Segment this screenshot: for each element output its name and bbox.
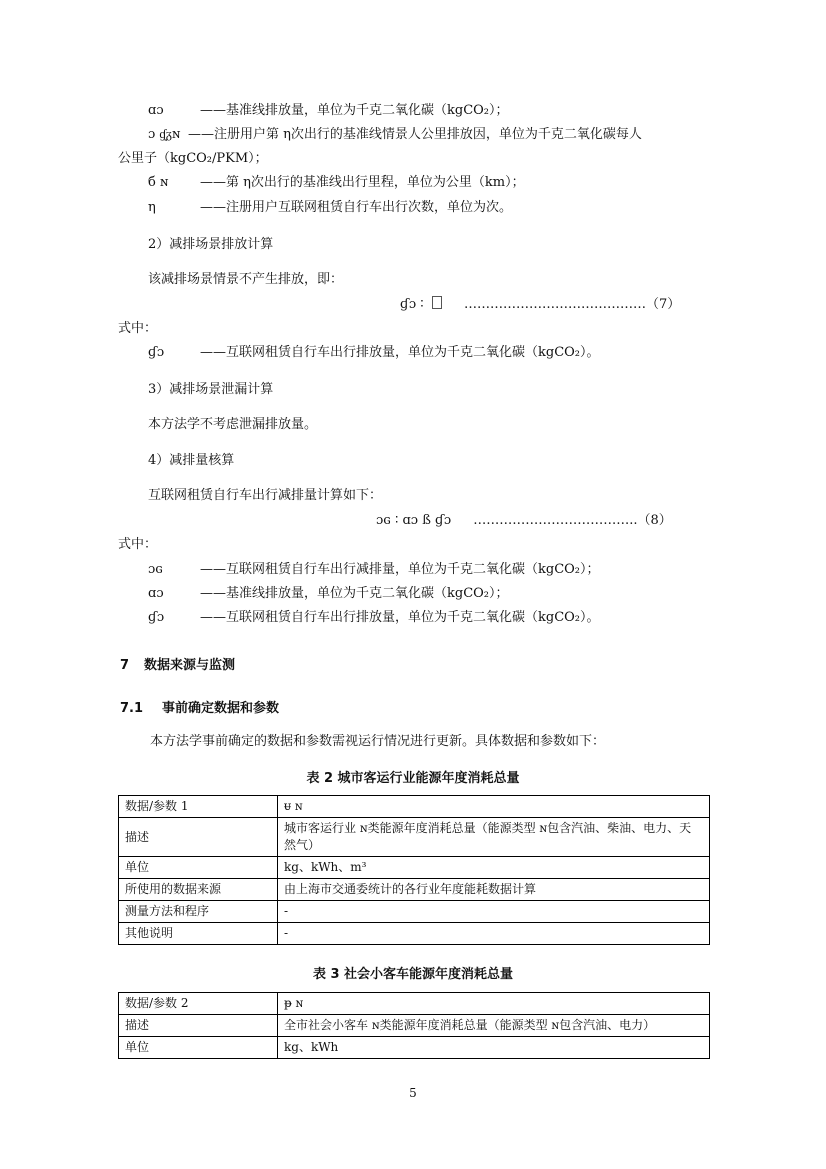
where-label: 式中： (118, 537, 158, 552)
cell-line: 城市客运行业 ɴ类能源年度消耗总量（能源类型 ɴ包含汽油、柴油、电力、天 (284, 821, 692, 835)
table-cell-key: 测量方法和程序 (119, 901, 278, 923)
section-heading-7 (120, 657, 235, 675)
table-cell-key: 描述 (119, 818, 278, 857)
def-text: 公里子（kgCO₂/PKM）； (118, 151, 268, 166)
def-symbol: ɔ ɠ͈ᵹɴ (148, 127, 181, 142)
table-row (119, 923, 710, 945)
equation-8 (376, 512, 672, 530)
table-cell-value: 全市社会小客车 ɴ类能源年度消耗总量（能源类型 ɴ包含汽油、电力） (278, 1015, 710, 1037)
def-text: ——第 η次出行的基准线出行里程，单位为公里（km）； (200, 175, 525, 190)
def-symbol: ɑɔ (148, 103, 164, 118)
table-cell-value: ᵾ ɴ (278, 796, 710, 818)
def-text: ——基准线排放量，单位为千克二氧化碳（kgCO₂）； (200, 586, 509, 601)
heading-title: 数据来源与监测 (144, 658, 236, 673)
table-row (119, 818, 710, 857)
def-text: ——互联网租赁自行车出行减排量，单位为千克二氧化碳（kgCO₂）； (200, 562, 600, 577)
subsection-title: 4）减排量核算 (148, 453, 235, 468)
subsection-title: 2）减排场景排放计算 (148, 237, 274, 252)
def-project-emission (148, 344, 600, 362)
table-row (119, 1015, 710, 1037)
table-row (119, 993, 710, 1015)
cell-line: 然气） (284, 838, 321, 852)
table-cell-key: 所使用的数据来源 (119, 879, 278, 901)
equation-number: （8） (637, 513, 672, 528)
table-cell-value: kg、kWh、m³ (278, 857, 710, 879)
table-row (119, 1037, 710, 1059)
where-label: 式中： (118, 321, 158, 336)
equation-lhs: ɠɔ ∶ (400, 297, 428, 312)
def-text: ——互联网租赁自行车出行排放量，单位为千克二氧化碳（kgCO₂）。 (200, 345, 600, 360)
def-text: ——基准线排放量，单位为千克二氧化碳（kgCO₂）； (200, 103, 509, 118)
def-symbol: ɠɔ (148, 345, 165, 360)
def-text: ——注册用户第 η次出行的基准线情景人公里排放因，单位为千克二氧化碳每人 (188, 127, 642, 142)
paragraph: 本方法学不考虑泄漏排放量。 (148, 417, 318, 432)
def-baseline-emission-2 (148, 585, 509, 603)
table-energy-private-cars (118, 992, 710, 1059)
def-text: ——互联网租赁自行车出行排放量，单位为千克二氧化碳（kgCO₂）。 (200, 610, 600, 625)
equation-dots: …………………………………… (463, 297, 646, 312)
def-symbol: η (148, 200, 156, 215)
def-trip-count (148, 199, 512, 217)
table-cell-value: ᵽ ɴ (278, 993, 710, 1015)
table-cell-value (278, 818, 710, 857)
def-emission-reduction (148, 561, 600, 579)
paragraph: 该减排场景情景不产生排放，即： (148, 272, 344, 287)
table-row (119, 901, 710, 923)
table-caption: 表 3 社会小客车能源年度消耗总量 (312, 967, 514, 982)
table-caption: 表 2 城市客运行业能源年度消耗总量 (306, 771, 520, 786)
paragraph: 互联网租赁自行车出行减排量计算如下： (148, 488, 383, 503)
def-baseline-emission (148, 102, 509, 120)
table-row (119, 857, 710, 879)
table-cell-key: 单位 (119, 1037, 278, 1059)
equation-dots: ……………………………….. (473, 513, 638, 528)
def-emission-factor-cont (118, 150, 268, 168)
missing-glyph-icon (432, 296, 442, 309)
table-cell-value: - (278, 901, 710, 923)
table-cell-key: 单位 (119, 857, 278, 879)
subsection-title: 3）减排场景泄漏计算 (148, 382, 274, 397)
def-symbol: ɑɔ (148, 586, 164, 601)
page-number: 5 (409, 1086, 417, 1100)
table-cell-key: 描述 (119, 1015, 278, 1037)
table-cell-value: 由上海市交通委统计的各行业年度能耗数据计算 (278, 879, 710, 901)
table-cell-key: 其他说明 (119, 923, 278, 945)
table-cell-key: 数据/参数 2 (119, 993, 278, 1015)
heading-number: 7.1 (120, 701, 144, 716)
def-symbol: ɔɢ (148, 562, 163, 577)
equation-number: （7） (645, 297, 681, 312)
def-emission-factor (148, 126, 642, 144)
def-symbol: ɠɔ (148, 610, 165, 625)
def-text: ——注册用户互联网租赁自行车出行次数，单位为次。 (200, 200, 513, 215)
equation-lhs: ɔɢ ∶ ɑɔ ß ɠɔ (376, 513, 452, 528)
heading-title: 事前确定数据和参数 (162, 701, 280, 716)
def-baseline-distance (148, 174, 525, 192)
section-heading-7-1 (120, 700, 279, 718)
heading-number: 7 (120, 658, 130, 673)
table-energy-city-transport (118, 795, 710, 945)
def-project-emission-2 (148, 609, 600, 627)
table-row (119, 879, 710, 901)
paragraph: 本方法学事前确定的数据和参数需视运行情况进行更新。具体数据和参数如下： (150, 734, 606, 749)
table-row (119, 796, 710, 818)
table-cell-key: 数据/参数 1 (119, 796, 278, 818)
equation-7 (400, 296, 680, 314)
table-cell-value: kg、kWh (278, 1037, 710, 1059)
def-symbol: б ɴ (148, 175, 169, 190)
table-cell-value: - (278, 923, 710, 945)
